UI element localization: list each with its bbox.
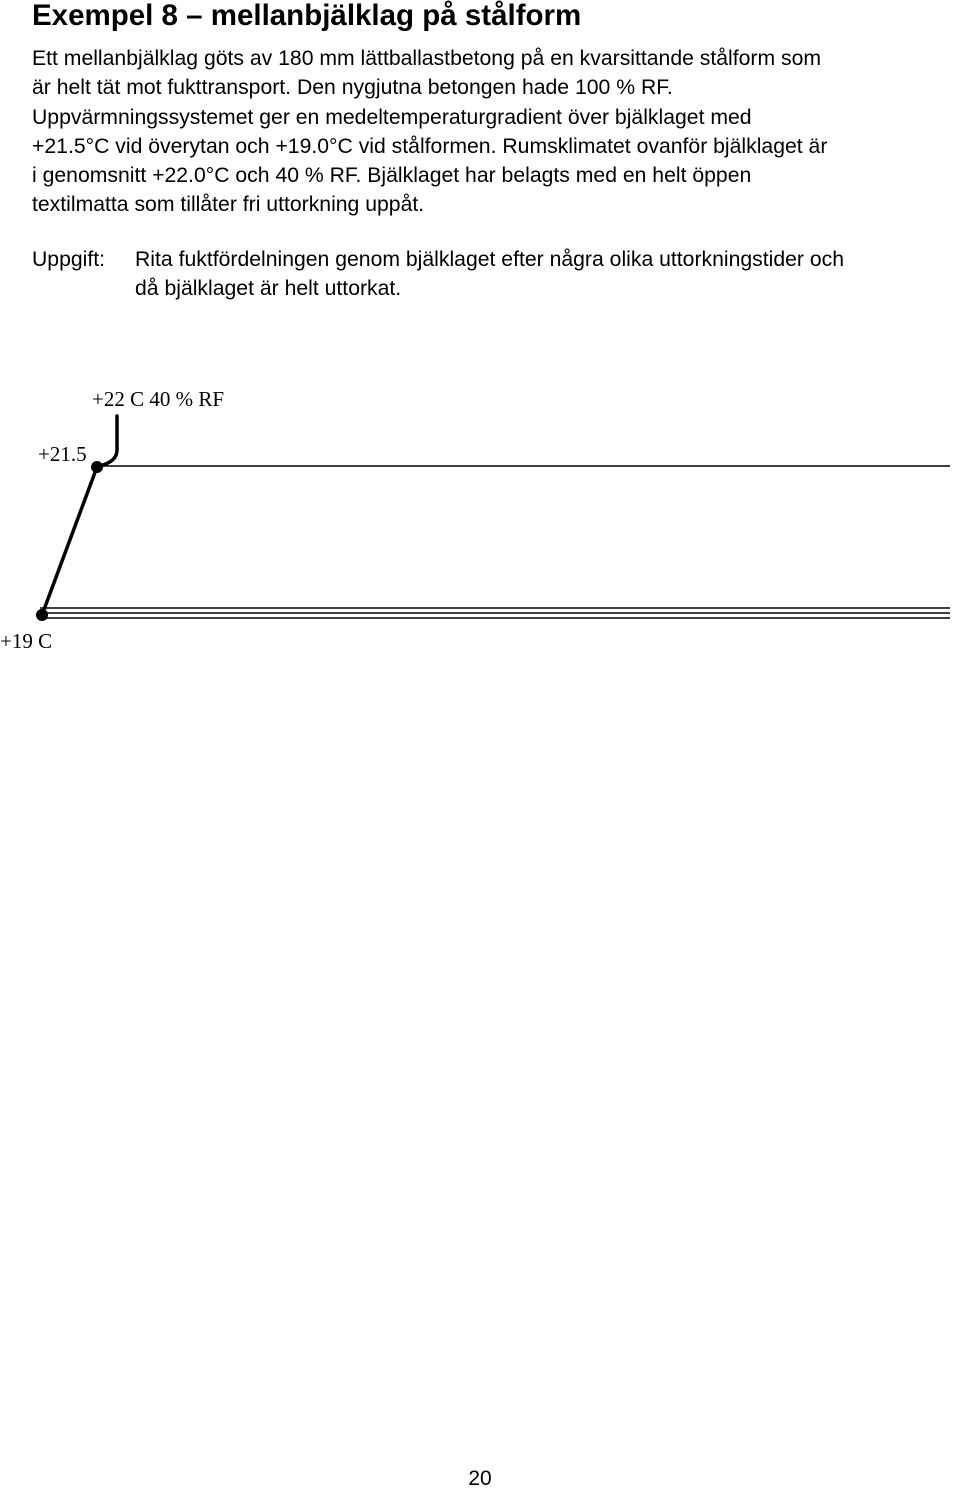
slab-temperature-diagram bbox=[0, 370, 960, 670]
task-line: då bjälklaget är helt uttorkat. bbox=[135, 277, 402, 301]
bottom-temperature-label: +19 C bbox=[0, 629, 53, 653]
task-label: Uppgift: bbox=[32, 248, 106, 271]
temperature-gradient-line bbox=[42, 467, 97, 615]
paragraph-line: Ett mellanbjälklag göts av 180 mm lättballastbetong på en kvarsittande stålform som bbox=[32, 47, 822, 70]
room-climate-label: +22 C 40 % RF bbox=[92, 387, 225, 411]
bottom-temperature-point bbox=[36, 609, 48, 621]
paragraph-line: är helt tät mot fukttransport. Den nygjutna betongen hade 100 % RF. bbox=[32, 76, 673, 100]
top-temperature-label: +21.5 bbox=[38, 442, 87, 466]
top-temperature-point bbox=[91, 461, 103, 473]
paragraph-line: Uppvärmningssystemet ger en medeltemperaturgradient över bjälklaget med bbox=[32, 105, 752, 129]
page-number: 20 bbox=[468, 1467, 492, 1490]
task-line: Rita fuktfördelningen genom bjälklaget efter några olika uttorkningstider och bbox=[135, 248, 845, 271]
page-title: Exempel 8 – mellanbjälklag på stålform bbox=[32, 0, 582, 32]
paragraph-line: textilmatta som tillåter fri uttorkning uppåt. bbox=[32, 193, 425, 217]
steel-form-lines bbox=[40, 608, 950, 618]
paragraph-line: +21.5°C vid överytan och +19.0°C vid stålformen. Rumsklimatet ovanför bjälklaget är bbox=[32, 134, 828, 158]
surface-connector-curve bbox=[99, 416, 117, 466]
description-paragraph bbox=[32, 44, 960, 220]
paragraph-line: i genomsnitt +22.0°C och 40 % RF. Bjälklaget har belagts med en helt öppen bbox=[32, 164, 752, 188]
task-text bbox=[135, 245, 960, 304]
